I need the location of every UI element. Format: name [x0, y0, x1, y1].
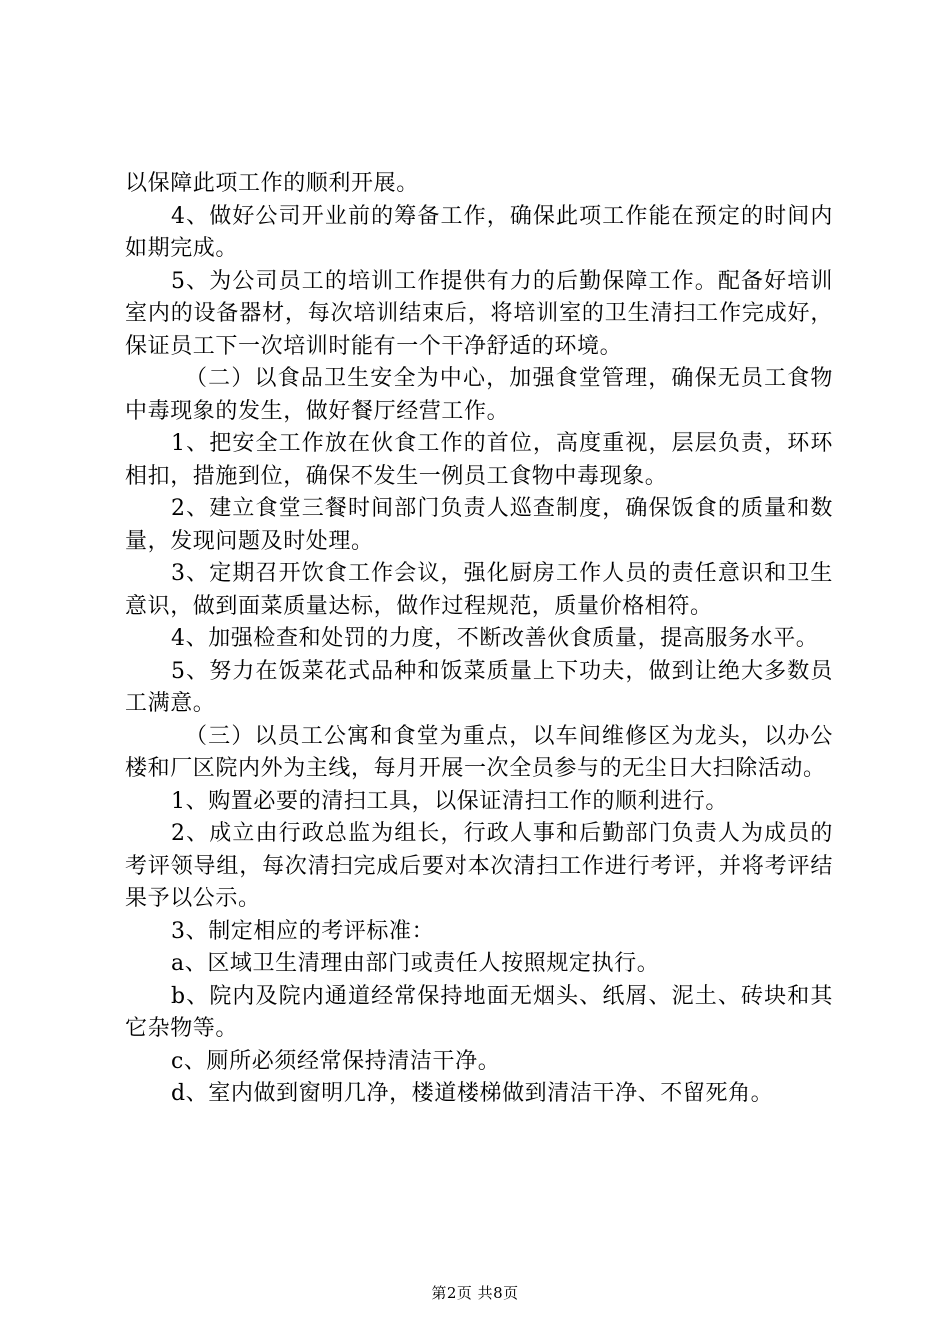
paragraph-2: 4、做好公司开业前的筹备工作，确保此项工作能在预定的时间内如期完成。	[125, 203, 833, 261]
paragraph-3: 5、为公司员工的培训工作提供有力的后勤保障工作。配备好培训室内的设备器材，每次培训结束后，将培训室的卫生清扫工作完成好，保证员工下一次培训时能有一个干净舒适的环境。	[125, 268, 833, 359]
paragraph-15: b、院内及院内通道经常保持地面无烟头、纸屑、泥土、砖块和其它杂物等。	[125, 983, 833, 1041]
paragraph-16: c、厕所必须经常保持清洁干净。	[171, 1048, 501, 1074]
paragraph-17: d、室内做到窗明几净，楼道楼梯做到清洁干净、不留死角。	[171, 1081, 774, 1106]
paragraph-11: 1、购置必要的清扫工具，以保证清扫工作的顺利进行。	[171, 788, 728, 814]
paragraph-12: 2、成立由行政总监为组长，行政人事和后勤部门负责人为成员的考评领导组，每次清扫完成后要对本次清扫工作进行考评，并将考评结果予以公示。	[125, 821, 833, 911]
paragraph-9: 5、努力在饭菜花式品种和饭菜质量上下功夫，做到让绝大多数员工满意。	[125, 658, 833, 716]
paragraph-7: 3、定期召开饮食工作会议，强化厨房工作人员的责任意识和卫生意识，做到面菜质量达标，做作过程规范，质量价格相符。	[125, 561, 833, 619]
page-number-footer: 第2页 共8页	[431, 1284, 519, 1302]
document-body	[125, 168, 833, 1111]
paragraph-14: a、区域卫生清理由部门或责任人按照规定执行。	[171, 951, 660, 976]
paragraph-1: 以保障此项工作的顺利开展。	[125, 171, 419, 196]
paragraph-13: 3、制定相应的考评标准：	[171, 918, 435, 944]
section-heading-2: （二）以食品卫生安全为中心，加强食堂管理，确保无员工食物中毒现象的发生，做好餐厅经营工作。	[125, 366, 833, 424]
paragraph-6: 2、建立食堂三餐时间部门负责人巡查制度，确保饭食的质量和数量，发现问题及时处理。	[125, 496, 833, 554]
paragraph-5: 1、把安全工作放在伙食工作的首位，高度重视，层层负责，环环相扣，措施到位，确保不发生一例员工食物中毒现象。	[125, 431, 833, 489]
section-heading-3: （三）以员工公寓和食堂为重点，以车间维修区为龙头，以办公楼和厂区院内外为主线，每月开展一次全员参与的无尘日大扫除活动。	[125, 723, 833, 781]
paragraph-8: 4、加强检查和处罚的力度，不断改善伙食质量，提高服务水平。	[171, 626, 819, 651]
